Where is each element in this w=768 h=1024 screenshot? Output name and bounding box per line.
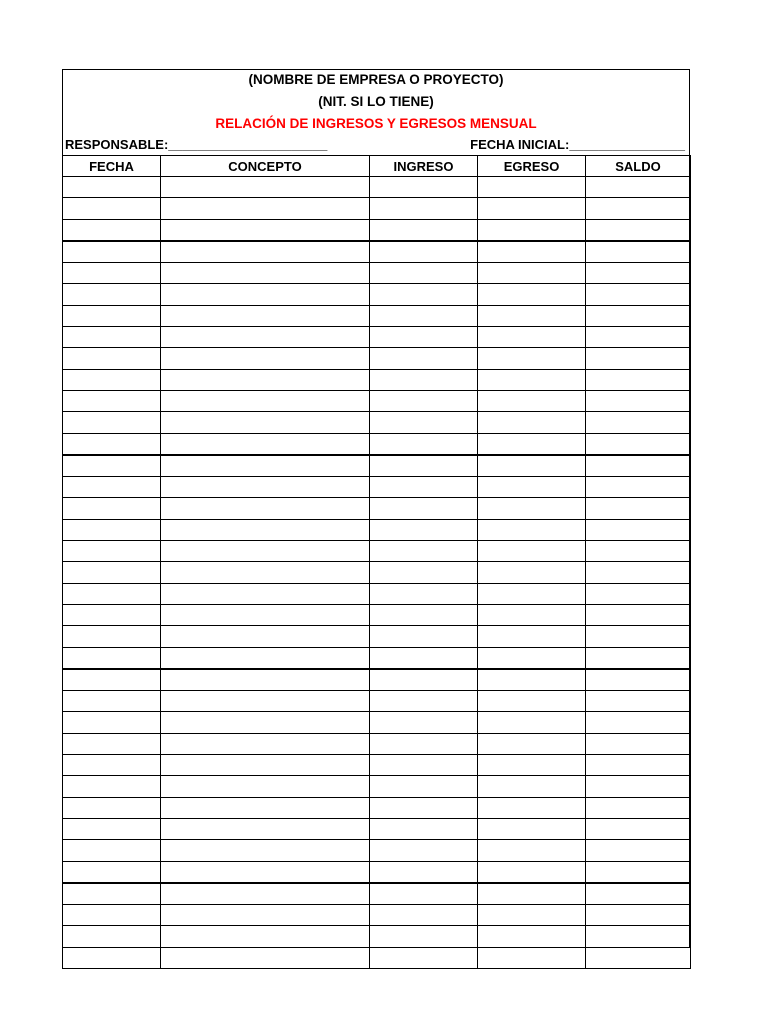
cell-egreso[interactable]	[478, 369, 586, 390]
ledger-body	[63, 177, 691, 969]
cell-egreso[interactable]	[478, 519, 586, 540]
cell-saldo[interactable]	[586, 348, 691, 369]
cell-saldo[interactable]	[586, 604, 691, 625]
cell-saldo[interactable]	[586, 498, 691, 519]
cell-concepto[interactable]	[161, 390, 370, 411]
table-row	[63, 626, 691, 647]
cell-ingreso[interactable]	[370, 284, 478, 305]
cell-ingreso[interactable]	[370, 263, 478, 284]
cell-ingreso[interactable]	[370, 562, 478, 583]
table-row	[63, 947, 691, 968]
cell-fecha[interactable]	[63, 305, 161, 326]
table-row	[63, 369, 691, 390]
cell-fecha[interactable]	[63, 905, 161, 926]
cell-saldo[interactable]	[586, 755, 691, 776]
cell-ingreso[interactable]	[370, 241, 478, 263]
info-row	[63, 135, 689, 155]
table-row	[63, 219, 691, 241]
column-header-egreso: EGRESO	[478, 156, 586, 177]
cell-egreso[interactable]	[478, 327, 586, 348]
cell-concepto[interactable]	[161, 818, 370, 839]
table-row	[63, 284, 691, 305]
table-row	[63, 412, 691, 433]
cell-concepto[interactable]	[161, 604, 370, 625]
table-row	[63, 455, 691, 477]
cell-egreso[interactable]	[478, 733, 586, 754]
cell-concepto[interactable]	[161, 626, 370, 647]
cell-egreso[interactable]	[478, 219, 586, 241]
cell-egreso[interactable]	[478, 797, 586, 818]
cell-egreso[interactable]	[478, 647, 586, 669]
cell-ingreso[interactable]	[370, 626, 478, 647]
cell-saldo[interactable]	[586, 305, 691, 326]
cell-concepto[interactable]	[161, 369, 370, 390]
cell-ingreso[interactable]	[370, 433, 478, 455]
cell-saldo[interactable]	[586, 926, 691, 947]
cell-concepto[interactable]	[161, 412, 370, 433]
ledger-sheet	[62, 69, 690, 948]
cell-ingreso[interactable]	[370, 905, 478, 926]
cell-saldo[interactable]	[586, 412, 691, 433]
cell-concepto[interactable]	[161, 905, 370, 926]
cell-fecha[interactable]	[63, 390, 161, 411]
cell-egreso[interactable]	[478, 412, 586, 433]
cell-ingreso[interactable]	[370, 541, 478, 562]
cell-saldo[interactable]	[586, 626, 691, 647]
cell-ingreso[interactable]	[370, 390, 478, 411]
cell-egreso[interactable]	[478, 433, 586, 455]
cell-concepto[interactable]	[161, 263, 370, 284]
cell-concepto[interactable]	[161, 797, 370, 818]
cell-fecha[interactable]	[63, 669, 161, 691]
fecha-inicial-field[interactable]: FECHA INICIAL:________________	[470, 137, 685, 152]
cell-fecha[interactable]	[63, 755, 161, 776]
company-nit: (NIT. SI LO TIENE)	[318, 94, 434, 109]
cell-egreso[interactable]	[478, 712, 586, 733]
cell-egreso[interactable]	[478, 390, 586, 411]
cell-egreso[interactable]	[478, 669, 586, 691]
cell-fecha[interactable]	[63, 477, 161, 498]
cell-ingreso[interactable]	[370, 455, 478, 477]
cell-saldo[interactable]	[586, 284, 691, 305]
cell-ingreso[interactable]	[370, 583, 478, 604]
cell-saldo[interactable]	[586, 712, 691, 733]
cell-fecha[interactable]	[63, 412, 161, 433]
cell-concepto[interactable]	[161, 541, 370, 562]
table-row	[63, 733, 691, 754]
cell-ingreso[interactable]	[370, 519, 478, 540]
cell-ingreso[interactable]	[370, 797, 478, 818]
table-row	[63, 583, 691, 604]
cell-saldo[interactable]	[586, 861, 691, 883]
cell-saldo[interactable]	[586, 369, 691, 390]
cell-saldo[interactable]	[586, 776, 691, 797]
table-row	[63, 840, 691, 861]
cell-saldo[interactable]	[586, 241, 691, 263]
table-row	[63, 883, 691, 905]
cell-egreso[interactable]	[478, 583, 586, 604]
cell-concepto[interactable]	[161, 241, 370, 263]
table-row	[63, 905, 691, 926]
cell-saldo[interactable]	[586, 327, 691, 348]
cell-saldo[interactable]	[586, 883, 691, 905]
cell-fecha[interactable]	[63, 348, 161, 369]
cell-ingreso[interactable]	[370, 198, 478, 219]
table-row	[63, 498, 691, 519]
cell-egreso[interactable]	[478, 604, 586, 625]
cell-concepto[interactable]	[161, 348, 370, 369]
cell-concepto[interactable]	[161, 669, 370, 691]
cell-egreso[interactable]	[478, 818, 586, 839]
cell-concepto[interactable]	[161, 519, 370, 540]
cell-saldo[interactable]	[586, 219, 691, 241]
cell-saldo[interactable]	[586, 263, 691, 284]
cell-concepto[interactable]	[161, 926, 370, 947]
cell-concepto[interactable]	[161, 198, 370, 219]
cell-ingreso[interactable]	[370, 712, 478, 733]
cell-concepto[interactable]	[161, 219, 370, 241]
cell-saldo[interactable]	[586, 562, 691, 583]
cell-fecha[interactable]	[63, 883, 161, 905]
cell-fecha[interactable]	[63, 712, 161, 733]
cell-fecha[interactable]	[63, 647, 161, 669]
cell-ingreso[interactable]	[370, 305, 478, 326]
table-row	[63, 861, 691, 883]
table-row	[63, 348, 691, 369]
report-title: RELACIÓN DE INGRESOS Y EGRESOS MENSUAL	[215, 116, 537, 131]
cell-egreso[interactable]	[478, 284, 586, 305]
cell-concepto[interactable]	[161, 647, 370, 669]
cell-ingreso[interactable]	[370, 498, 478, 519]
cell-ingreso[interactable]	[370, 818, 478, 839]
cell-saldo[interactable]	[586, 455, 691, 477]
cell-egreso[interactable]	[478, 305, 586, 326]
cell-ingreso[interactable]	[370, 369, 478, 390]
cell-ingreso[interactable]	[370, 883, 478, 905]
cell-ingreso[interactable]	[370, 947, 478, 968]
cell-egreso[interactable]	[478, 905, 586, 926]
cell-fecha[interactable]	[63, 455, 161, 477]
table-row	[63, 776, 691, 797]
cell-ingreso[interactable]	[370, 327, 478, 348]
table-row	[63, 519, 691, 540]
cell-concepto[interactable]	[161, 883, 370, 905]
cell-fecha[interactable]	[63, 947, 161, 968]
table-row	[63, 177, 691, 198]
cell-fecha[interactable]	[63, 926, 161, 947]
cell-saldo[interactable]	[586, 390, 691, 411]
responsable-field[interactable]: RESPONSABLE:______________________	[65, 137, 328, 152]
cell-fecha[interactable]	[63, 219, 161, 241]
cell-saldo[interactable]	[586, 947, 691, 968]
cell-saldo[interactable]	[586, 647, 691, 669]
cell-ingreso[interactable]	[370, 840, 478, 861]
cell-concepto[interactable]	[161, 305, 370, 326]
cell-fecha[interactable]	[63, 626, 161, 647]
cell-fecha[interactable]	[63, 498, 161, 519]
table-row	[63, 818, 691, 839]
cell-saldo[interactable]	[586, 477, 691, 498]
cell-egreso[interactable]	[478, 840, 586, 861]
cell-saldo[interactable]	[586, 177, 691, 198]
cell-egreso[interactable]	[478, 455, 586, 477]
cell-saldo[interactable]	[586, 733, 691, 754]
cell-fecha[interactable]	[63, 327, 161, 348]
cell-fecha[interactable]	[63, 691, 161, 712]
ledger-table	[62, 155, 691, 969]
cell-egreso[interactable]	[478, 541, 586, 562]
table-row	[63, 433, 691, 455]
table-row	[63, 477, 691, 498]
cell-ingreso[interactable]	[370, 412, 478, 433]
column-header-concepto: CONCEPTO	[161, 156, 370, 177]
cell-ingreso[interactable]	[370, 477, 478, 498]
cell-egreso[interactable]	[478, 348, 586, 369]
cell-fecha[interactable]	[63, 797, 161, 818]
table-row	[63, 669, 691, 691]
cell-egreso[interactable]	[478, 498, 586, 519]
cell-fecha[interactable]	[63, 198, 161, 219]
cell-saldo[interactable]	[586, 541, 691, 562]
table-row	[63, 241, 691, 263]
table-row	[63, 712, 691, 733]
cell-fecha[interactable]	[63, 519, 161, 540]
cell-ingreso[interactable]	[370, 861, 478, 883]
cell-concepto[interactable]	[161, 498, 370, 519]
cell-concepto[interactable]	[161, 562, 370, 583]
cell-concepto[interactable]	[161, 861, 370, 883]
cell-saldo[interactable]	[586, 198, 691, 219]
cell-egreso[interactable]	[478, 947, 586, 968]
table-row	[63, 562, 691, 583]
cell-egreso[interactable]	[478, 691, 586, 712]
cell-ingreso[interactable]	[370, 348, 478, 369]
table-row	[63, 604, 691, 625]
table-row	[63, 327, 691, 348]
cell-concepto[interactable]	[161, 455, 370, 477]
cell-fecha[interactable]	[63, 369, 161, 390]
cell-fecha[interactable]	[63, 840, 161, 861]
cell-concepto[interactable]	[161, 840, 370, 861]
cell-ingreso[interactable]	[370, 926, 478, 947]
table-row	[63, 541, 691, 562]
cell-concepto[interactable]	[161, 947, 370, 968]
cell-ingreso[interactable]	[370, 669, 478, 691]
cell-egreso[interactable]	[478, 562, 586, 583]
cell-ingreso[interactable]	[370, 776, 478, 797]
table-row	[63, 755, 691, 776]
cell-egreso[interactable]	[478, 477, 586, 498]
table-header-row	[63, 156, 691, 177]
cell-ingreso[interactable]	[370, 733, 478, 754]
cell-fecha[interactable]	[63, 733, 161, 754]
cell-fecha[interactable]	[63, 562, 161, 583]
cell-concepto[interactable]	[161, 284, 370, 305]
cell-fecha[interactable]	[63, 284, 161, 305]
company-name: (NOMBRE DE EMPRESA O PROYECTO)	[248, 72, 504, 87]
cell-concepto[interactable]	[161, 733, 370, 754]
cell-saldo[interactable]	[586, 583, 691, 604]
table-row	[63, 198, 691, 219]
cell-ingreso[interactable]	[370, 177, 478, 198]
cell-concepto[interactable]	[161, 327, 370, 348]
cell-saldo[interactable]	[586, 818, 691, 839]
cell-concepto[interactable]	[161, 477, 370, 498]
cell-egreso[interactable]	[478, 755, 586, 776]
cell-fecha[interactable]	[63, 177, 161, 198]
cell-fecha[interactable]	[63, 861, 161, 883]
table-row	[63, 647, 691, 669]
table-row	[63, 691, 691, 712]
cell-saldo[interactable]	[586, 691, 691, 712]
table-row	[63, 305, 691, 326]
table-row	[63, 797, 691, 818]
cell-fecha[interactable]	[63, 263, 161, 284]
cell-fecha[interactable]	[63, 433, 161, 455]
cell-saldo[interactable]	[586, 433, 691, 455]
cell-concepto[interactable]	[161, 776, 370, 797]
cell-egreso[interactable]	[478, 926, 586, 947]
cell-ingreso[interactable]	[370, 604, 478, 625]
column-header-ingreso: INGRESO	[370, 156, 478, 177]
cell-egreso[interactable]	[478, 626, 586, 647]
cell-fecha[interactable]	[63, 818, 161, 839]
cell-egreso[interactable]	[478, 776, 586, 797]
cell-concepto[interactable]	[161, 712, 370, 733]
table-row	[63, 263, 691, 284]
cell-ingreso[interactable]	[370, 691, 478, 712]
column-header-fecha: FECHA	[63, 156, 161, 177]
cell-saldo[interactable]	[586, 840, 691, 861]
cell-fecha[interactable]	[63, 241, 161, 263]
cell-egreso[interactable]	[478, 263, 586, 284]
cell-ingreso[interactable]	[370, 755, 478, 776]
cell-concepto[interactable]	[161, 433, 370, 455]
cell-concepto[interactable]	[161, 755, 370, 776]
cell-saldo[interactable]	[586, 905, 691, 926]
cell-egreso[interactable]	[478, 861, 586, 883]
cell-saldo[interactable]	[586, 669, 691, 691]
cell-concepto[interactable]	[161, 583, 370, 604]
cell-fecha[interactable]	[63, 604, 161, 625]
cell-concepto[interactable]	[161, 177, 370, 198]
cell-fecha[interactable]	[63, 541, 161, 562]
cell-egreso[interactable]	[478, 883, 586, 905]
cell-concepto[interactable]	[161, 691, 370, 712]
cell-egreso[interactable]	[478, 177, 586, 198]
column-header-saldo: SALDO	[586, 156, 691, 177]
cell-saldo[interactable]	[586, 797, 691, 818]
cell-ingreso[interactable]	[370, 219, 478, 241]
cell-ingreso[interactable]	[370, 647, 478, 669]
table-row	[63, 390, 691, 411]
cell-fecha[interactable]	[63, 776, 161, 797]
cell-egreso[interactable]	[478, 241, 586, 263]
cell-saldo[interactable]	[586, 519, 691, 540]
cell-fecha[interactable]	[63, 583, 161, 604]
table-row	[63, 926, 691, 947]
cell-egreso[interactable]	[478, 198, 586, 219]
